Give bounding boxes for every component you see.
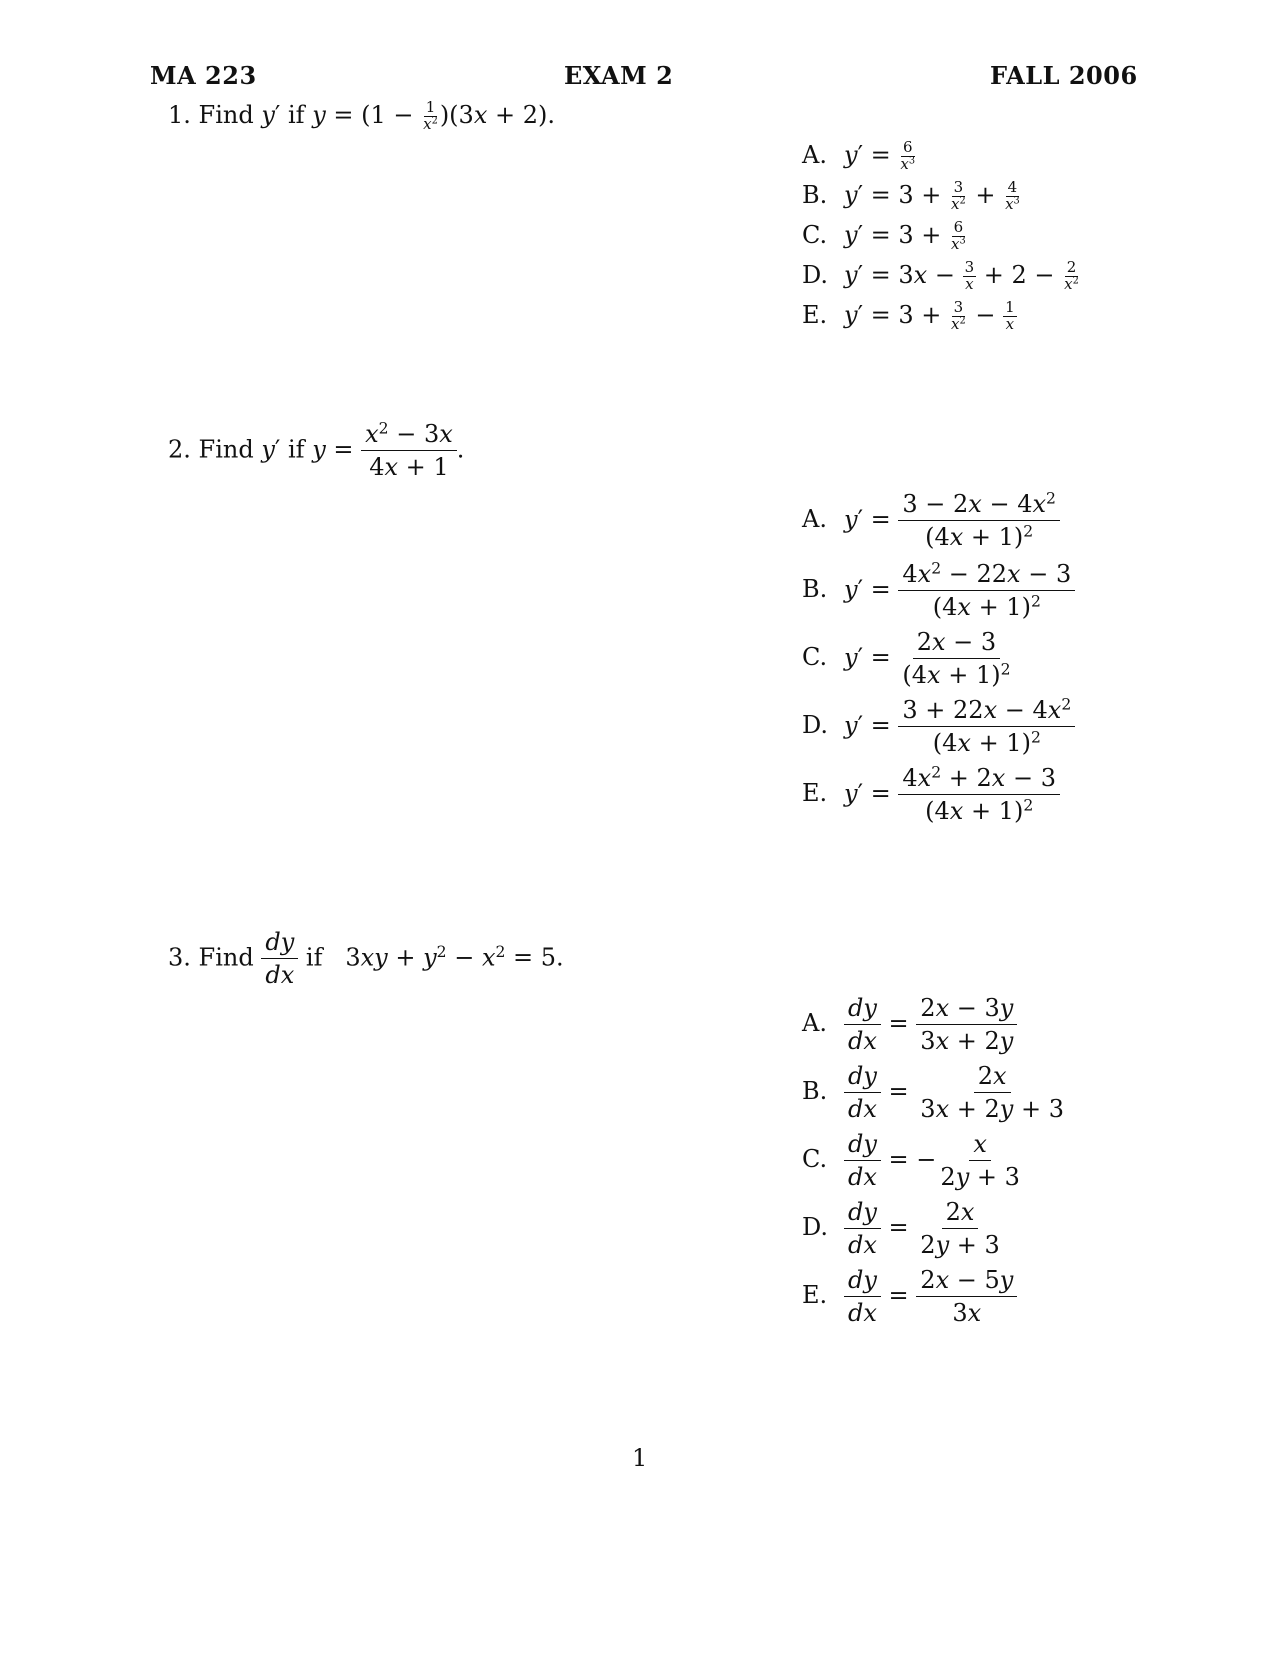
problem-1-option-c[interactable]: C. y′ = 3 + $\frac{6}{x^3}$ [802,218,966,253]
problem-2-option-b[interactable]: B. y′ = $\frac{4x^2 - 22x - 3}{(4x + 1)^2}$ [802,558,1075,624]
problem-1-option-a[interactable]: A. y′ = $\frac{6}{x^3}$ [802,138,916,173]
problem-2-option-e[interactable]: E. y′ = $\frac{4x^2 + 2x - 3}{(4x + 1)^2}$ [802,762,1060,828]
problem-1-option-e[interactable]: E. y′ = 3 + $\frac{3}{x^2}$ − $\frac{1}{x}$ [802,298,1015,333]
course-code: MA 223 [150,61,257,90]
problem-number: 3. [168,943,191,972]
problem-1-option-d[interactable]: D. y′ = 3x − $\frac{3}{x}$ + 2 − $\frac{2}{x^2}$ [802,258,1079,293]
problem-2-option-a[interactable]: A. y′ = $\frac{3 - 2x - 4x^2}{(4x + 1)^2}$ [802,488,1060,554]
problem-1-option-b[interactable]: B. y′ = 3 + $\frac{3}{x^2}$ + $\frac{4}{x^3}$ [802,178,1020,213]
problem-1-statement: 1. Find y′ if y = (1 − $\frac{1}{x^2}$ )(3x + 2). [168,98,555,133]
page-number: 1 [632,1444,648,1472]
problem-3-option-d[interactable]: D. $\frac{dy}{dx}$ = $\frac{2x}{2y + 3}$ [802,1198,1000,1260]
exam-title: EXAM 2 [564,61,674,90]
problem-3-option-a[interactable]: A. $\frac{dy}{dx}$ = $\frac{2x - 3y}{3x + 2y}$ [802,992,1017,1058]
problem-3-option-e[interactable]: E. $\frac{dy}{dx}$ = $\frac{2x - 5y}{3x}$ [802,1264,1017,1330]
problem-3-option-b[interactable]: B. $\frac{dy}{dx}$ = $\frac{2x}{3x + 2y + 3}$ [802,1062,1064,1124]
problem-3-statement: 3. Find $\frac{dy}{dx}$ if $3xy + y^2 - x^2 = 5$. [168,928,564,990]
problem-number: 1. [168,100,191,129]
problem-2-statement: 2. Find y′ if y = $\frac{x^2 - 3x}{4x + 1}$ . [168,419,465,482]
problem-2-option-c[interactable]: C. y′ = $\frac{2x - 3}{(4x + 1)^2}$ [802,628,1011,690]
problem-number: 2. [168,435,191,464]
problem-3-option-c[interactable]: C. $\frac{dy}{dx}$ = − $\frac{x}{2y + 3}$ [802,1130,1020,1192]
problem-2-option-d[interactable]: D. y′ = $\frac{3 + 22x - 4x^2}{(4x + 1)^2}$ [802,694,1075,760]
exam-term: FALL 2006 [990,61,1138,90]
